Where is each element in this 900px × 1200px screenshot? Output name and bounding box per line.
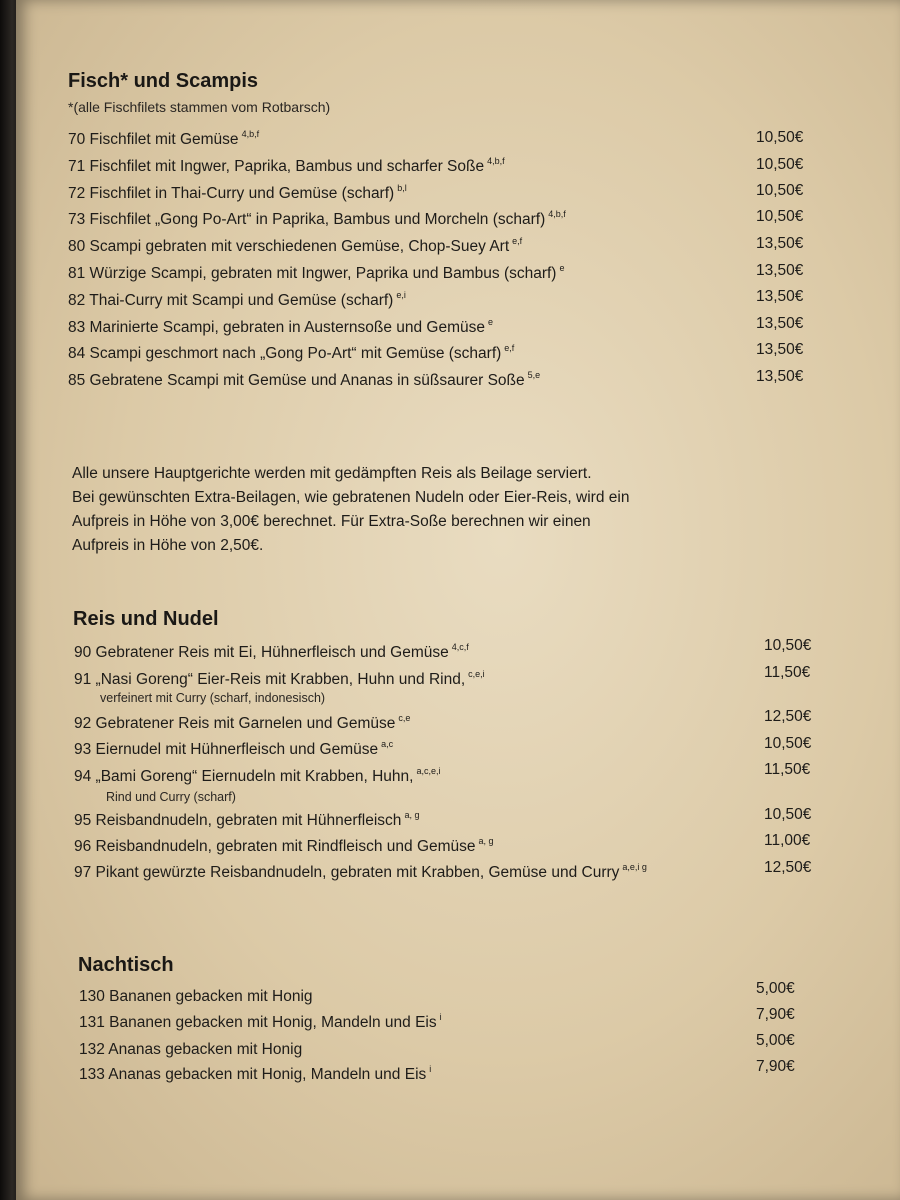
menu-item-131: 131 Bananen gebacken mit Honig, Mandeln und Eis $^i$ [79,1012,442,1032]
info-line: Aufpreis in Höhe von 2,50€. [72,537,264,554]
menu-item-92: 92 Gebratener Reis mit Garnelen und Gemüse $^{c,e}$ [74,713,411,733]
menu-item-82: 82 Thai-Curry mit Scampi und Gemüse (scharf) $^{e,i}$ [68,290,406,310]
menu-item-132: 132 Ananas gebacken mit Honig [79,1041,303,1059]
menu-item-94-note: Rind und Curry (scharf) [106,790,236,804]
price-70: 10,50€ [756,129,804,146]
menu-item-85: 85 Gebratene Scampi mit Gemüse und Ananas in süßsaurer Soße $^{5,e}$ [68,370,541,390]
menu-item-72: 72 Fischfilet in Thai-Curry und Gemüse (scharf) $^{b,l}$ [68,183,407,203]
price-96: 11,00€ [764,832,811,849]
section-title-nachtisch: Nachtisch [78,954,174,976]
price-94: 11,50€ [764,761,811,778]
price-133: 7,90€ [756,1058,795,1075]
menu-item-97: 97 Pikant gewürzte Reisbandnudeln, gebraten mit Krabben, Gemüse und Curry $^{a,e,i g}$ [74,862,647,882]
price-82: 13,50€ [756,288,804,305]
menu-item-93: 93 Eiernudel mit Hühnerfleisch und Gemüse $^{a,c}$ [74,739,394,759]
menu-item-84: 84 Scampi geschmort nach „Gong Po-Art“ mit Gemüse (scharf) $^{e,f}$ [68,343,515,363]
section-title-fisch: Fisch* und Scampis [68,70,259,92]
price-85: 13,50€ [756,368,804,385]
menu-item-96: 96 Reisbandnudeln, gebraten mit Rindfleisch und Gemüse $^{a, g}$ [74,836,494,856]
menu-item-130: 130 Bananen gebacken mit Honig [79,988,313,1006]
menu-item-80: 80 Scampi gebraten mit verschiedenen Gemüse, Chop-Suey Art $^{e,f}$ [68,236,523,256]
price-71: 10,50€ [756,156,804,173]
menu-item-94: 94 „Bami Goreng“ Eiernudeln mit Krabben, Huhn, $^{a,c,e,i}$ [74,766,441,786]
menu-item-73: 73 Fischfilet „Gong Po-Art“ in Paprika, Bambus und Morcheln (scharf) $^{4,b,f}$ [68,209,566,229]
info-line: Alle unsere Hauptgerichte werden mit gedämpften Reis als Beilage serviert. [72,465,592,482]
price-95: 10,50€ [764,806,812,823]
info-line: Aufpreis in Höhe von 3,00€ berechnet. Für Extra-Soße berechnen wir einen [72,513,591,530]
side-dish-info [72,462,792,558]
menu-item-133: 133 Ananas gebacken mit Honig, Mandeln und Eis $^i$ [79,1064,432,1084]
price-130: 5,00€ [756,980,795,997]
menu-item-91: 91 „Nasi Goreng“ Eier-Reis mit Krabben, Huhn und Rind, $^{c,e,i}$ [74,669,485,689]
menu-item-81: 81 Würzige Scampi, gebraten mit Ingwer, Paprika und Bambus (scharf) $^e$ [68,263,565,283]
price-81: 13,50€ [756,262,804,279]
menu-item-70: 70 Fischfilet mit Gemüse $^{4,b,f}$ [68,129,260,149]
price-83: 13,50€ [756,315,804,332]
menu-item-90: 90 Gebratener Reis mit Ei, Hühnerfleisch und Gemüse $^{4,c,f}$ [74,642,469,662]
menu-page [16,0,900,1200]
price-90: 10,50€ [764,637,812,654]
price-93: 10,50€ [764,735,812,752]
price-84: 13,50€ [756,341,804,358]
price-80: 13,50€ [756,235,804,252]
fisch-note: *(alle Fischfilets stammen vom Rotbarsch) [68,99,331,115]
price-131: 7,90€ [756,1006,795,1023]
price-72: 10,50€ [756,182,804,199]
info-line: Bei gewünschten Extra-Beilagen, wie gebratenen Nudeln oder Eier-Reis, wird ein [72,489,630,506]
menu-item-71: 71 Fischfilet mit Ingwer, Paprika, Bambus und scharfer Soße $^{4,b,f}$ [68,156,505,176]
price-132: 5,00€ [756,1032,795,1049]
menu-item-95: 95 Reisbandnudeln, gebraten mit Hühnerfleisch $^{a, g}$ [74,810,420,830]
section-title-reis: Reis und Nudel [73,608,219,630]
price-92: 12,50€ [764,708,812,725]
price-91: 11,50€ [764,664,811,681]
menu-item-83: 83 Marinierte Scampi, gebraten in Austernsoße und Gemüse $^e$ [68,317,494,337]
price-73: 10,50€ [756,208,804,225]
menu-item-91-note: verfeinert mit Curry (scharf, indonesisch) [100,691,326,705]
price-97: 12,50€ [764,859,812,876]
